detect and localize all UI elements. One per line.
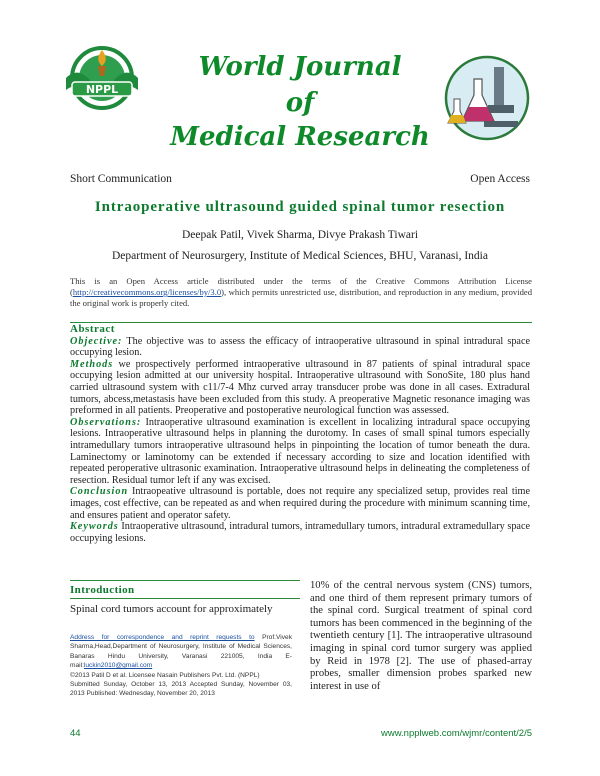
license-text-start: This is an Open Access article distributed under the terms of the Creative Commons Attribution License ( <box>70 276 532 297</box>
journal-title-line1: World Journal <box>198 52 402 82</box>
observations-text: Intraoperative ultrasound examination is excellent in localizing intradural space occupying lesions. Intraoperative ultrasound helps in planning the durotomy. In cases of small spinal tumors especially intramedullary tumors intraoperative ultrasound helps in pinpointing the location of tumor beneath the dura. Laminectomy or laminotomy can be extended if necessary according to size and location identified with repeated peroperative ultrasonic examination. Intraoperative ultrasound helps in delineating the completeness of resection. Residual tumor left if any was excised. <box>70 416 530 486</box>
journal-title-line2: of <box>285 88 315 118</box>
abstract-methods <box>70 359 530 417</box>
abstract-top-rule <box>70 322 532 323</box>
objective-label: Objective: <box>70 335 123 347</box>
correspondence-email[interactable]: luckin2010@gmail.com <box>83 662 153 670</box>
journal-logo <box>62 38 142 118</box>
correspondence-text: Prof.Vivek Sharma,Head,Department of Neurosurgery, Institute of Medical Sciences, Banaras Hindu University, Varanasi 221005, India E-mail: <box>70 634 292 670</box>
journal-title-line3: Medical Research <box>170 122 430 152</box>
logo-text: NPPL <box>85 83 119 96</box>
introduction-right-text: 10% of the central nervous system (CNS) tumors, and one third of them represent primary tumors of the spinal cord. Surgical treatment of spinal cord tumors has been commenced in the beginning of the twentieth century [1]. The intraoperative ultrasound imaging in spinal cord tumor surgery was applied by Reid in 1978 [2]. The use of phased-array probes, smaller dimension probes sparked new interest in use of <box>310 580 532 692</box>
keywords-label: Keywords <box>70 521 119 533</box>
submission-dates: Submitted Sunday, October 13, 2013 Accepted Sunday, November 03, 2013 Published: Wednesday, November 20, 2013 <box>70 681 292 698</box>
copyright-line: ©2013 Patil D et al. Licensee Nasain Publishers Pvt. Ltd. (NPPL) <box>70 671 260 679</box>
abstract-observations <box>70 417 530 487</box>
abstract-heading: Abstract <box>70 323 115 335</box>
conclusion-text: Intraopeative ultrasound is portable, does not require any specialized setup, provides real time images, cost effective, can be repeated as and when required during the procedure with minimum scanning time, and ensures patient and operator safety. <box>70 486 530 521</box>
correspondence-block <box>70 633 292 699</box>
intro-bottom-rule <box>70 598 300 599</box>
abstract-keywords <box>70 521 530 544</box>
license-notice <box>70 276 532 309</box>
correspondence-link[interactable]: Address for correspondence and reprint requests to <box>70 634 255 641</box>
objective-text: The objective was to assess the efficacy of intraoperative ultrasound in spinal intradural space occupying lesion. <box>70 335 530 359</box>
methods-text: we prospectively performed intraoperative ultrasound in 87 patients of spinal intradural space occupying lesion admitted at our university hospital. Intraoperative ultrasound with SonoSite, 180 plus hand carried ultrasound system with c11/7-4 Mhz curved array transducer probe was done in all cases. Extradural tumors, abcess,metastasis have been excluded from this study. A preoperative Magnetic resonance imaging was preformed in all patients. Preoperative and postoperative neurological function was assessed. <box>70 358 530 417</box>
introduction-left-text: Spinal cord tumors account for approximately <box>70 603 273 615</box>
introduction-heading: Introduction <box>70 584 135 596</box>
methods-label: Methods <box>70 358 114 370</box>
paper-title: Intraoperative ultrasound guided spinal tumor resection <box>94 199 506 215</box>
abstract-conclusion <box>70 486 530 521</box>
intro-top-rule <box>70 580 300 581</box>
open-access-label: Open Access <box>470 173 530 185</box>
footer-url[interactable]: www.npplweb.com/wjmr/content/2/5 <box>380 728 532 739</box>
abstract-objective <box>70 336 530 359</box>
page-number: 44 <box>70 728 81 739</box>
license-link[interactable]: http://creativecommons.org/licenses/by/3.0 <box>72 287 222 297</box>
conclusion-label: Conclusion <box>70 486 129 498</box>
flasks-microscope-icon <box>444 55 530 141</box>
license-text-end: ), which permits unrestricted use, distribution, and reproduction in any medium, provided the original work is properly cited. <box>70 287 532 308</box>
abstract-section <box>70 324 530 544</box>
affiliation: Department of Neurosurgery, Institute of Medical Sciences, BHU, Varanasi, India <box>112 250 488 262</box>
authors: Deepak Patil, Vivek Sharma, Divye Prakash Tiwari <box>181 229 419 241</box>
article-type: Short Communication <box>70 173 172 185</box>
observations-label: Observations: <box>70 416 142 428</box>
keywords-text: Intraoperative ultrasound, intradural tumors, intramedullary tumors, intradural extramedullary space occupying lesions. <box>70 521 530 544</box>
